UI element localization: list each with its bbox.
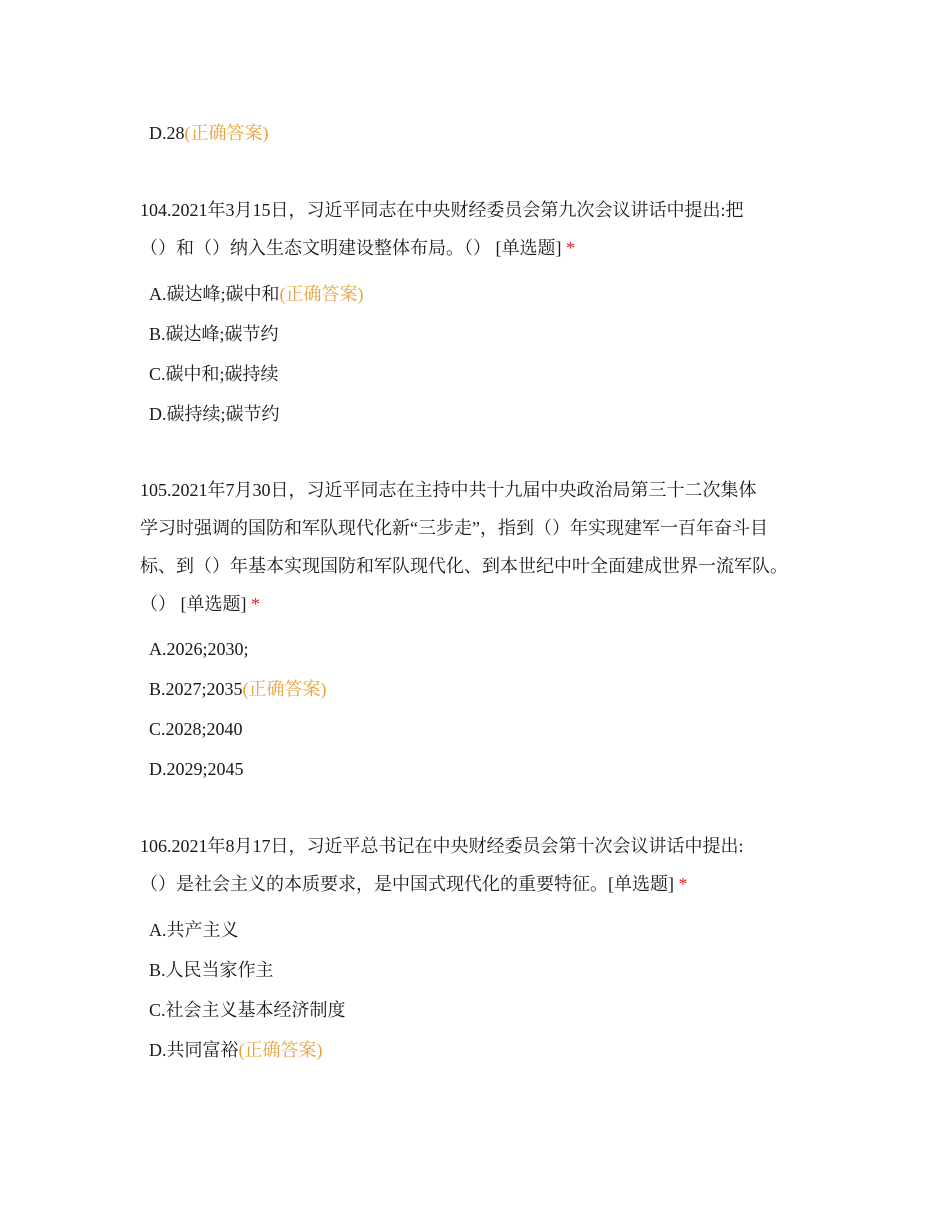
option-line: D.2029;2045	[149, 759, 244, 779]
option-text: B.2027;2035	[149, 679, 243, 699]
required-mark: *	[251, 594, 260, 614]
option-line	[149, 282, 364, 306]
required-mark: *	[566, 238, 575, 258]
option-line: A.共产主义	[149, 920, 239, 940]
option-line: A.2026;2030;	[149, 639, 249, 659]
option-line	[149, 121, 269, 145]
question-105-line-3: 标、到（）年基本实现国防和军队现代化、到本世纪中叶全面建成世界一流军队。	[140, 556, 788, 576]
question-text: （）是社会主义的本质要求，是中国式现代化的重要特征。[单选题]	[140, 874, 674, 894]
question-106-line-1: 106.2021年8月17日，习近平总书记在中央财经委员会第十次会议讲话中提出:	[140, 836, 744, 856]
option-text: D.共同富裕	[149, 1040, 239, 1060]
correct-answer-mark: (正确答案)	[279, 284, 364, 304]
question-105-line-2: 学习时强调的国防和军队现代化新“三步走”，指到（）年实现建军一百年奋斗目	[140, 518, 768, 538]
required-mark: *	[678, 874, 688, 894]
question-text: （） [单选题]	[140, 594, 247, 614]
question-text: （）和（）纳入生态文明建设整体布局。（） [单选题]	[140, 238, 562, 258]
option-line: D.碳持续;碳节约	[149, 404, 280, 424]
option-text: D.28	[149, 123, 185, 143]
question-104-line-1: 104.2021年3月15日，习近平同志在中央财经委员会第九次会议讲话中提出:把	[140, 200, 744, 220]
question-105-line-1: 105.2021年7月30日，习近平同志在主持中共十九届中央政治局第三十二次集体	[140, 480, 757, 500]
option-line	[149, 677, 327, 701]
option-line	[149, 1038, 323, 1062]
question-105-line-4	[140, 592, 260, 616]
option-line: B.人民当家作主	[149, 960, 274, 980]
correct-answer-mark: (正确答案)	[238, 1040, 323, 1060]
correct-answer-mark: (正确答案)	[242, 679, 327, 699]
option-text: A.碳达峰;碳中和	[149, 284, 280, 304]
correct-answer-mark: (正确答案)	[184, 123, 269, 143]
question-104-line-2	[140, 236, 575, 260]
option-line: B.碳达峰;碳节约	[149, 324, 279, 344]
question-106-line-2	[140, 872, 688, 896]
option-line: C.碳中和;碳持续	[149, 364, 279, 384]
option-line: C.2028;2040	[149, 719, 243, 739]
option-line: C.社会主义基本经济制度	[149, 1000, 346, 1020]
